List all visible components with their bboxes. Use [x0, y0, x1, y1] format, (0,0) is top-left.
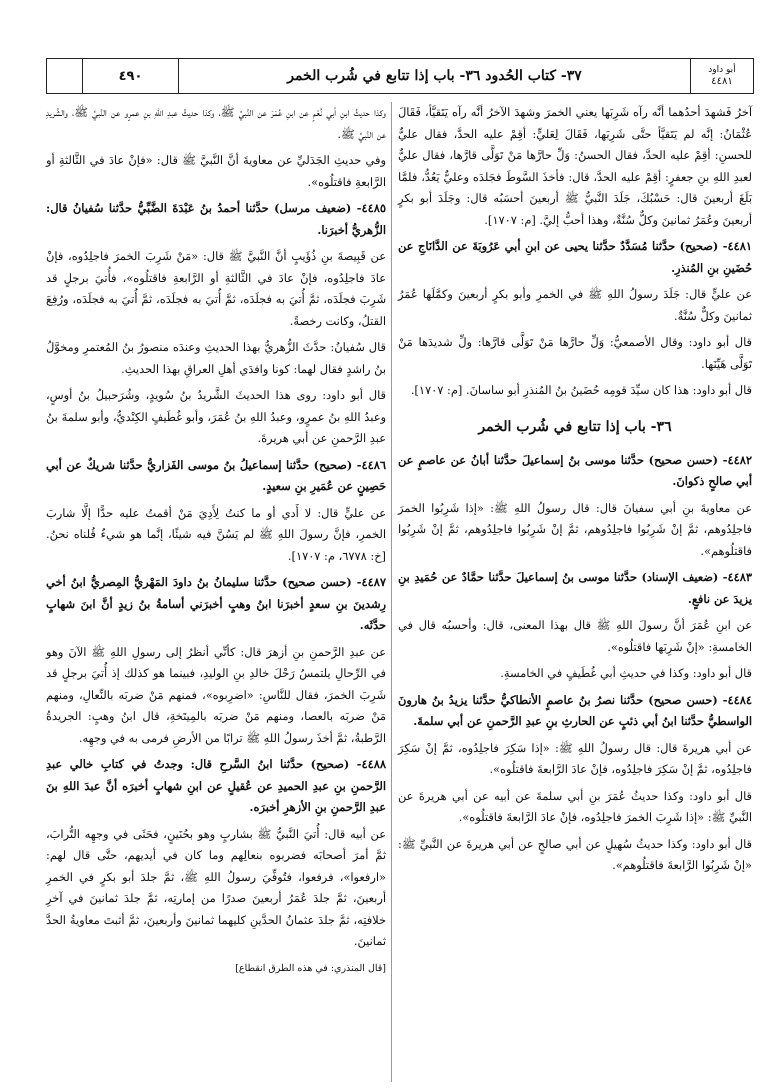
page-header	[46, 58, 754, 94]
paragraph: قال أبو داود: وكذا في حديثِ أبي غُطَيفٍ في الخامسةِ.	[500, 666, 752, 680]
paragraph: عن أبي هريرةَ قال: قال رسولُ اللهِ ﷺ: «إذا سَكِرَ فاجلِدُوه، ثمَّ إنْ سَكِرَ فاجلِدُوه، ثمَّ إنْ سَكِرَ فاجلِدُوه، فإنْ عادَ الرَّابعةَ فاقتلُوه».	[398, 740, 752, 776]
paragraph: قال أبو داود: وكذا حديثُ سُهيلٍ عن أبي صالحٍ عن أبي هريرةَ عن النَّبيِّ ﷺ: «إنْ شَرِبُوا الرَّابعةَ فاقتلُوهم».	[398, 836, 752, 872]
header-book-cell	[690, 59, 753, 93]
hadith-range: ٤٤٨١	[711, 76, 733, 87]
paragraph: عن عبدِ الرَّحمنِ بنِ أزهرَ قال: كأنِّي أنظرُ إلى رسولِ اللهِ ﷺ الآنَ وهو في الرِّحالِ يلتمسُ رَحْلَ خالدِ بنِ الوليدِ، فبينما هو كذلك إذ أُتيَ برجلٍ قد شَرِبَ الخمرَ، فقال للنَّاسِ: «اضرِبوه»، فمنهم مَنْ ضربَه بالنِّعالِ، ومنهم مَنْ ضربَه بالعصا، ومنهم مَنْ ضربَه بالمِيتَخةِ، قال ابنُ وهبٍ: الجريدةُ الرَّطبةُ، ثمَّ أخذَ رسولُ اللهِ ﷺ ترابًا من الأرضِ فرمى به في وجهِه.	[46, 644, 386, 745]
book-label: أبو داود	[708, 65, 736, 75]
right-column	[398, 102, 752, 882]
hadith-4485: ٤٤٨٥- (ضعيف مرسل) حدَّثنا أحمدُ بنُ عَبْدَةَ الضَّبِّيُّ حدَّثنا سُفيانُ قال: الزُّهريُّ أخبرَنا.	[46, 201, 386, 237]
paragraph: قال أبو داود: هذا كان سيِّدَ قومِه حُضَينُ بنُ المُنذرِ أبو ساسانَ. [م: ١٧٠٧].	[410, 383, 752, 397]
paragraph: وكذا حديثُ ابنِ أبي نُعْمٍ عن ابنِ عُمَرَ عن النَّبيِّ ﷺ، وكذا حديثُ عبدِ اللهِ بنِ عمرٍو عن النَّبيِّ ﷺ، والشَّريدِ عن النَّبيِّ ﷺ.	[46, 105, 386, 141]
paragraph: قال سُفيانُ: حدَّثَ الزُّهريُّ بهذا الحديثِ وعندَه منصورُ بنُ المُعتمرِ ومخوَّلُ بنُ راشدٍ فقال لهما: كونا وافدَي أهلِ العراقِ بهذا الحديثِ.	[46, 340, 386, 376]
hadith-4484: ٤٤٨٤- (حسن صحيح) حدَّثنا نصرُ بنُ عاصمٍ الأنطاكيُّ حدَّثنا يزيدُ بنُ هارونَ الواسطيُّ حدَّثنا ابنُ أبي ذئبٍ عن الحارثِ بنِ عبدِ الرَّحمنِ عن أبي سلمةَ.	[398, 692, 752, 728]
footnote: [قال المنذري: في هذه الطرق انقطاع]	[235, 962, 386, 974]
left-column	[46, 102, 386, 984]
chapter-heading: ٣٦- باب إذا تتابع في شُرب الخمر	[478, 418, 672, 435]
hadith-4488: ٤٤٨٨- (صحيح) حدَّثنا ابنُ السَّرحِ قال: وجدتُ في كتابِ خالي عبدِ الرَّحمنِ بنِ عبدِ الحميدِ عن عُقيلٍ عن ابنِ شهابٍ أخبرَه أنَّ عبدَ اللهِ بنَ عبدِ الرَّحمنِ بنِ الأزهرِ أخبرَه.	[46, 757, 386, 814]
paragraph: عن عليٍّ قال: لا أَدي أو ما كنتُ لِأَدِيَ مَنْ أقمتُ عليه حدًّا إلَّا شاربَ الخمرِ، فإنَّ رسولَ اللهِ ﷺ لم يَسُنَّ فيه شيئًا، إنَّما هو شيءٌ قُلناه نحنُ. [خ: ٦٧٧٨، م: ١٧٠٧].	[46, 505, 386, 563]
paragraph: عن معاويةَ بنِ أبي سفيانَ قال: قال رسولُ اللهِ ﷺ: «إذا شَرِبُوا الخمرَ فاجلِدُوهم، ثمَّ إنْ شَرِبُوا فاجلِدُوهم، ثمَّ إنْ شَرِبُوا فاجلِدُوهم، ثمَّ إنْ شَرِبُوا فاقتلُوهم».	[398, 500, 752, 558]
paragraph: آخرُ فَشهدَ أحدُهما أنَّه رآه شَرِبَها يعني الخمرَ وشهدَ الآخرُ أنَّه رآه يَتَقيَّأ، فَقَالَ عُثْمَانُ: إنَّه لم يَتَقيَّأ حتَّى شَرِبَها، فَقَالَ لِعَليٍّ: أقِمْ عليه الحدَّ، فقال عليٌّ للحسنِ: أقِمْ عليه الحدَّ، فقال الحسنُ: وَلِّ حارَّها مَنْ تَوَلَّى قارَّها، فقال عليٌّ لعبدِ اللهِ بنِ جعفرٍ: أقِمْ عليه الحدَّ، قال: فأخذَ السَّوطَ فجَلدَه وعليٌّ يَعُدُّ، فلمَّا بَلَغَ أربعينَ قال: حَسْبُكَ، جَلَدَ النَّبيُّ ﷺ أربعينَ أحسَبُه قال: وجَلَدَ أبو بكرٍ أربعينَ وعُمَرُ ثمانينَ وكلٌّ سُنَّةٌ، وهذا أحبُّ إليَّ. [م: ١٧٠٧].	[398, 105, 752, 227]
paragraph: عن أبيه قال: أُتيَ النَّبيُّ ﷺ بشاربٍ وهو بحُنَينٍ، فحَثَى في وجهِه التُّرابَ، ثمَّ أمرَ أصحابَه فضربوه بنعالِهم وما كان في أيديهم، حتَّى قال لهم: «ارفعوا»، فرفعوا، فتُوفِّيَ رسولُ اللهِ ﷺ، ثمَّ جلدَ أبو بكرٍ في الخمرِ أربعينَ، ثمَّ جلدَ عُمَرُ أربعينَ صدرًا من إمارتِه، ثمَّ جلدَ ثمانينَ في آخرِ خلافتِه، ثمَّ جلدَ عثمانُ الحدَّينِ كليهما ثمانينَ وأربعينَ، ثمَّ أثبتَ معاويةُ الحدَّ ثمانينَ.	[46, 826, 386, 948]
hadith-4481: ٤٤٨١- (صحيح) حدَّثنا مُسَدَّدٌ حدَّثنا يحيى عن ابنِ أبي عَرُوبَةَ عن الدَّانَاجِ عن حُضَينِ بنِ المُنذرِ.	[398, 239, 752, 275]
paragraph: عن قَبِيصةَ بنِ ذُؤَيبٍ أنَّ النَّبيَّ ﷺ قال: «مَنْ شَرِبَ الخمرَ فاجلِدُوه، فإنْ عادَ فاجلِدُوه، فإنْ عادَ في الثَّالثةِ أو الرَّابعةِ فاقتلُوه»، فأُتيَ برجلٍ قد شَرِبَ فجلَدَه، ثمَّ أُتيَ به فجلَدَه، ثمَّ أُتيَ به فجلَدَه، ثمَّ أُتيَ به فجلَدَه، ورُفِعَ القتلُ، وكانت رخصةً.	[46, 249, 386, 328]
column-divider	[391, 102, 392, 1082]
hadith-4482: ٤٤٨٢- (حسن صحيح) حدَّثنا موسى بنُ إسماعيلَ حدَّثنا أبانُ عن عاصمٍ عن أبي صالحٍ ذكوانَ.	[398, 452, 752, 488]
paragraph: عن عليٍّ قال: جَلَدَ رسولُ اللهِ ﷺ في الخمرِ وأبو بكرٍ أربعينَ وكمَّلَها عُمَرُ ثمانينَ وكلٌّ سُنَّةٌ.	[398, 287, 752, 323]
paragraph: قال أبو داود: روى هذا الحديثَ الشَّريدُ بنُ سُويدٍ، وشُرَحبيلُ بنُ أوسٍ، وعبدُ اللهِ بنُ عمرٍو، وعبدُ اللهِ بنُ عُمَرَ، وأبو غُطَيفٍ الكِنْديُّ، وأبو سلمةَ بنُ عبدِ الرَّحمنِ عن أبي هريرةَ.	[46, 388, 386, 445]
hadith-4483: ٤٤٨٣- (ضعيف الإسناد) حدَّثنا موسى بنُ إسماعيلَ حدَّثنا حمَّادٌ عن حُمَيدِ بنِ يزيدَ عن نافعٍ.	[398, 570, 752, 606]
page-number: ٤٩٠	[82, 59, 178, 93]
page	[46, 44, 762, 1074]
paragraph: قال أبو داود: وكذا حديثُ عُمَرَ بنِ أبي سلمةَ عن أبيه عن أبي هريرةَ عن النَّبيِّ ﷺ: «إذا شَرِبَ الخمرَ فاجلِدُوه، فإنْ عادَ الرَّابعةَ فاقتلُوه».	[398, 788, 752, 824]
hadith-4486: ٤٤٨٦- (صحيح) حدَّثنا إسماعيلُ بنُ موسى الفَزاريُّ حدَّثنا شريكٌ عن أبي حَصِينٍ عن عُمَيرِ بنِ سعيدٍ.	[46, 457, 386, 493]
paragraph: قال أبو داود: وقال الأصمعيُّ: وَلِّ حارَّها مَنْ تَوَلَّى قارَّها: ولِّ شديدَها مَنْ تَوَلَّى هَيِّنَها.	[398, 335, 752, 371]
header-empty-cell	[47, 59, 82, 93]
hadith-4487: ٤٤٨٧- (حسن صحيح) حدَّثنا سليمانُ بنُ داودَ المَهْريُّ المِصريُّ ابنُ أخي رِشدينَ بنِ سعدٍ أخبرَنا ابنُ وهبٍ أخبرَني أسامةُ بنُ زيدٍ أنَّ ابنَ شهابٍ حدَّثَه.	[46, 575, 386, 632]
chapter-title: ٣٧- كتاب الحُدود ٣٦- باب إذا تتابع في شُرب الخمر	[178, 59, 690, 93]
paragraph: وفي حديثِ الجَدَليِّ عن معاويةَ أنَّ النَّبيَّ ﷺ قال: «فإنْ عادَ في الثَّالثةِ أو الرَّابعةِ فاقتلُوه».	[46, 153, 386, 189]
paragraph: عن ابنِ عُمَرَ أنَّ رسولَ اللهِ ﷺ قال بهذا المعنى، قال: وأحسبُه قال في الخامسةِ: «إنْ شَرِبَها فاقتلُوه».	[398, 618, 752, 654]
